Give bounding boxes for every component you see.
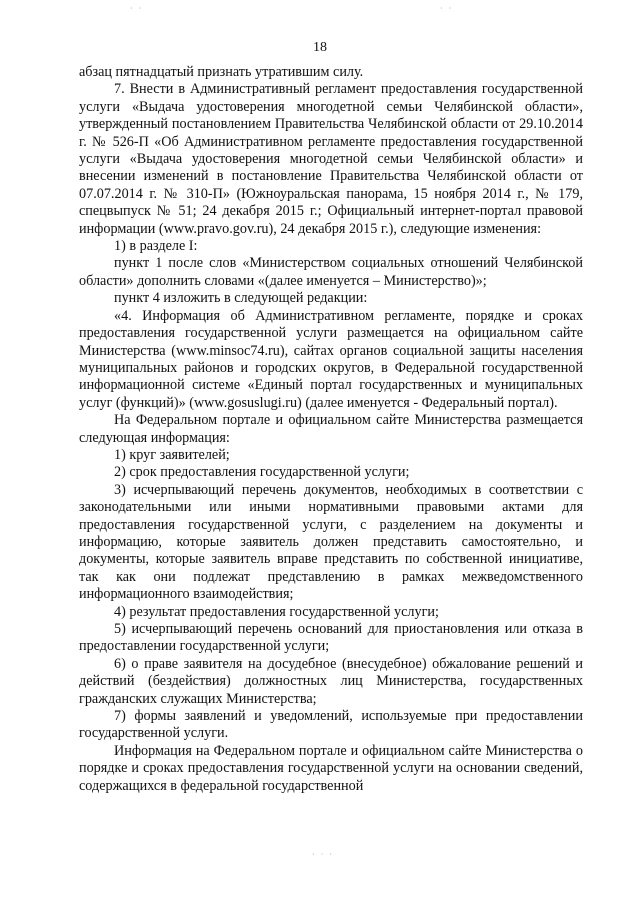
paragraph: 7. Внести в Административный регламент предоставления государственной услуги «Выдача удостоверения многодетной семьи Челябинской области», утвержденный постановлением Правительства Челябинской области от 29.10.2014 г. № 526-П «Об Административном регламенте предоставления государственной услуги «Выдача удостоверения многодетной семьи Челябинской области» и внесении изменений в постановление Правительства Челябинской области от 07.07.2014 г. № 310-П» (Южноуральская панорама, 15 ноября 2014 г., № 179, спецвыпуск № 51; 24 декабря 2015 г.; Официальный интернет-портал правовой информации (www.pravo.gov.ru), 24 декабря 2015 г.), следующие изменения: (79, 81, 583, 237)
paragraph: 5) исчерпывающий перечень оснований для приостановления или отказа в предоставлении государственной услуги; (79, 621, 583, 655)
document-body (79, 64, 583, 795)
scan-noise-bottom: · · · (312, 850, 334, 859)
paragraph: пункт 4 изложить в следующей редакции: (114, 290, 368, 307)
paragraph: 1) круг заявителей; (114, 446, 230, 463)
paragraph: 7) формы заявлений и уведомлений, используемые при предоставлении государственной услуги. (79, 708, 583, 742)
page-number: 18 (313, 40, 327, 55)
paragraph: 2) срок предоставления государственной услуги; (114, 464, 410, 481)
scan-noise-top-right: · · (440, 4, 454, 13)
paragraph: Информация на Федеральном портале и официальном сайте Министерства о порядке и сроках предоставления государственной услуги на основании сведений, содержащихся в федеральной государственной (79, 742, 583, 794)
scan-noise-top: · · (130, 4, 144, 13)
paragraph: На Федеральном портале и официальном сайте Министерства размещается следующая информация: (79, 412, 583, 446)
paragraph: «4. Информация об Административном регламенте, порядке и сроках предоставления государственной услуги размещается на официальном сайте Министерства (www.minsoc74.ru), сайтах органов социальной защиты населения муниципальных районов и городских округов, в Федеральной государственной информационной системе «Единый портал государственных и муниципальных услуг (функций)» (www.gosuslugi.ru) (далее именуется - Федеральный портал). (79, 307, 583, 411)
paragraph: 3) исчерпывающий перечень документов, необходимых в соответствии с законодательными или иными нормативными правовыми актами для предоставления государственной услуги, с разделением на документы и информацию, которые заявитель должен представить самостоятельно, и документы, которые заявитель вправе представить по собственной инициативе, так как они подлежат представлению в рамках межведомственного информационного взаимодействия; (79, 481, 583, 603)
paragraph: 6) о праве заявителя на досудебное (внесудебное) обжалование решений и действий (бездействия) должностных лиц Министерства, государственных гражданских служащих Министерства; (79, 655, 583, 707)
paragraph: пункт 1 после слов «Министерством социальных отношений Челябинской области» дополнить словами «(далее именуется – Министерство)»; (79, 255, 583, 289)
paragraph: абзац пятнадцатый признать утратившим силу. (79, 64, 364, 80)
paragraph: 1) в разделе I: (114, 238, 198, 255)
paragraph: 4) результат предоставления государственной услуги; (114, 603, 439, 620)
